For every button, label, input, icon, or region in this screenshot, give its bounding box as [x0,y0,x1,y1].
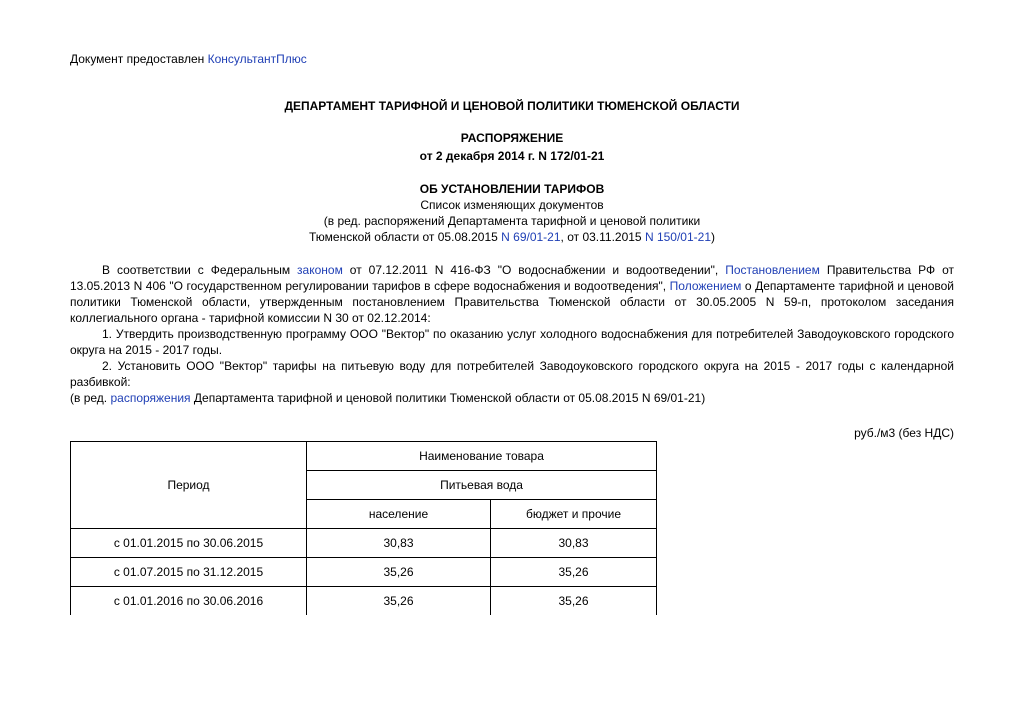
doc-date: от 2 декабря 2014 г. N 172/01-21 [419,149,605,163]
table-row [71,558,657,587]
p4-b: Департамента тарифной и ценовой политики Тюменской области от 05.08.2015 N 69/01-21) [190,391,706,405]
p1-d: о Департаменте тарифной и ценовой политики Тюменской области, утвержденным постановлением Правительства Тюменской области от 30.05.2005 N 59-п, протоколом заседания коллегиального органа - тарифной комиссии N 30 от 02.12.2014: [70,279,954,325]
table-row [71,587,657,616]
paragraph-item-2: 2. Установить ООО "Вектор" тарифы на питьевую воду для потребителей Заводоуковского городского округа на 2015 - 2017 годы с календарной разбивкой: [70,359,954,389]
changes-line-2-b: , от 03.11.2015 [560,230,645,244]
p1-b: от 07.12.2011 N 416-ФЗ "О водоснабжении и водоотведении", [342,263,726,277]
period-header: Период [71,442,307,529]
order-link[interactable]: распоряжения [110,391,191,405]
changes-line-2-c: ) [711,230,715,244]
provided-by-line [70,52,307,66]
resolution-link[interactable]: Постановлением [725,263,820,277]
regulation-link[interactable]: Положением [669,279,742,293]
col-budget-header: бюджет и прочие [491,500,657,529]
department-title: ДЕПАРТАМЕНТ ТАРИФНОЙ И ЦЕНОВОЙ ПОЛИТИКИ ТЮМЕНСКОЙ ОБЛАСТИ [284,99,740,113]
paragraph-amendment [70,390,954,406]
row-budget: 30,83 [491,529,657,558]
changes-link-69[interactable]: N 69/01-21 [501,230,561,244]
changes-heading: Список изменяющих документов [420,198,604,212]
row-period: с 01.07.2015 по 31.12.2015 [71,558,307,587]
doc-subject: ОБ УСТАНОВЛЕНИИ ТАРИФОВ [419,182,605,196]
changes-line-2-a: Тюменской области от 05.08.2015 [308,230,502,244]
row-period: с 01.01.2016 по 30.06.2016 [71,587,307,616]
units-label: руб./м3 (без НДС) [854,426,954,440]
col-population-header: население [307,500,491,529]
water-header: Питьевая вода [307,471,657,500]
table-row [71,529,657,558]
tariff-table [70,441,657,615]
paragraph-preamble [70,262,954,326]
row-population: 35,26 [307,587,491,616]
law-link[interactable]: законом [297,263,343,277]
row-budget: 35,26 [491,587,657,616]
changes-line-1: (в ред. распоряжений Департамента тарифной и ценовой политики [323,214,701,228]
p1-a: В соответствии с Федеральным [102,263,298,277]
provided-prefix: Документ предоставлен [70,52,208,66]
changes-line-2 [70,229,954,245]
row-period: с 01.01.2015 по 30.06.2015 [71,529,307,558]
doc-type: РАСПОРЯЖЕНИЕ [460,131,564,145]
paragraph-item-1: 1. Утвердить производственную программу ООО "Вектор" по оказанию услуг холодного водоснабжения для потребителей Заводоуковского городского округа на 2015 - 2017 годы. [70,327,954,357]
row-population: 35,26 [307,558,491,587]
body-text [70,262,954,406]
row-population: 30,83 [307,529,491,558]
row-budget: 35,26 [491,558,657,587]
product-header: Наименование товара [307,442,657,471]
consultant-link[interactable]: КонсультантПлюс [207,52,307,66]
p4-a: (в ред. [70,391,111,405]
p1-c: Правительства РФ от 13.05.2013 N 406 "О государственном регулировании тарифов в сфере водоснабжения и водоотведения", [70,263,954,293]
changes-link-150[interactable]: N 150/01-21 [644,230,711,244]
